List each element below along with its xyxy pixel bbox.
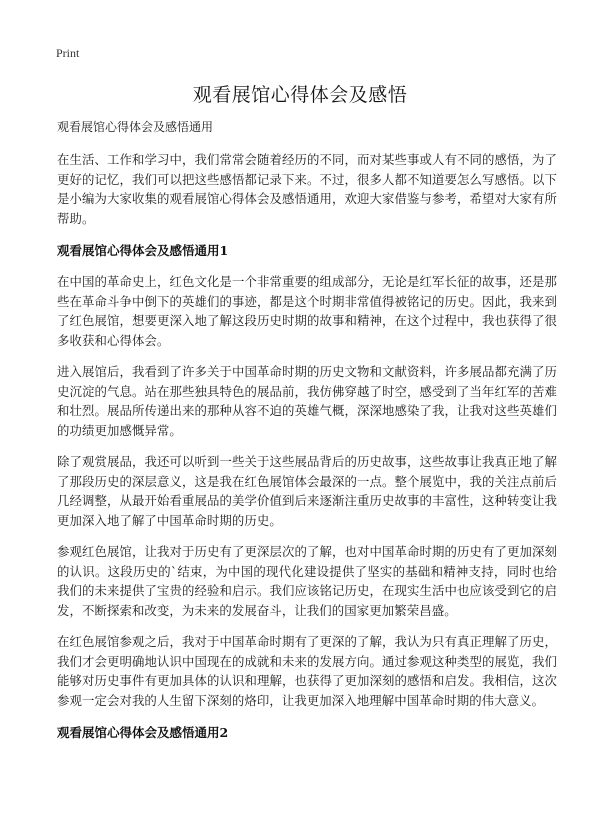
page-title: 观看展馆心得体会及感悟	[192, 84, 408, 106]
section-1-paragraph-1: 在中国的革命史上，红色文化是一个非常重要的组成部分，无论是红军长征的故事，还是那些在革命斗争中倒下的英雄们的事迹，都是这个时期非常值得被铭记的历史。因此，我来到了红色展馆，想要更深入地了解这段历史时期的故事和精神，在这个过程中，我也获得了很多收获和心得体会。	[57, 274, 557, 348]
section-1-paragraph-5: 在红色展馆参观之后，我对于中国革命时期有了更深的了解，我认为只有真正理解了历史，我们才会更明确地认识中国现在的成就和未来的发展方向。通过参观这种类型的展览，我们能够对历史事件有更加具体的认识和理解，也获得了更加深刻的感悟和启发。我相信，这次参观一定会对我的人生留下深刻的烙印，让我更加深入地理解中国革命时期的伟大意义。	[57, 634, 557, 708]
section-heading-2: 观看展馆心得体会及感悟通用2	[57, 725, 229, 740]
section-1-paragraph-4: 参观红色展馆，让我对于历史有了更深层次的了解，也对中国革命时期的历史有了更加深刻的认识。这段历史的`结束，为中国的现代化建设提供了坚实的基础和精神支持，同时也给我们的未来提供了宝贵的经验和启示。我们应该铭记历史，在现实生活中也应该受到它的启发，不断探索和改变，为未来的发展奋斗，让我们的国家更加繁荣昌盛。	[57, 544, 557, 618]
print-link[interactable]: Print	[56, 46, 80, 60]
article-body	[57, 118, 557, 754]
section-heading-1: 观看展馆心得体会及感悟通用1	[57, 243, 229, 258]
section-1-paragraph-3: 除了观赏展品，我还可以听到一些关于这些展品背后的历史故事，这些故事让我真正地了解了那段历史的深层意义，这是我在红色展馆体会最深的一点。整个展览中，我的关注点前后几经调整，从最开始看重展品的美学价值到后来逐渐注重历史故事的丰富性，这种转变让我更加深入地了解了中国革命时期的历史。	[57, 454, 557, 528]
section-1-paragraph-2: 进入展馆后，我看到了许多关于中国革命时期的历史文物和文献资料，许多展品都充满了历史沉淀的气息。站在那些独具特色的展品前，我仿佛穿越了时空，感受到了当年红军的苦难和壮烈。展品所传递出来的那种从容不迫的英雄气概，深深地感染了我，让我对这些英雄们的功绩更加感慨异常。	[57, 364, 557, 438]
article-subtitle: 观看展馆心得体会及感悟通用	[57, 120, 214, 134]
intro-paragraph: 在生活、工作和学习中，我们常常会随着经历的不同，而对某些事或人有不同的感悟，为了更好的记忆，我们可以把这些感悟都记录下来。不过，很多人都不知道要怎么写感悟。以下是小编为大家收集的观看展馆心得体会及感悟通用，欢迎大家借鉴与参考，希望对大家有所帮助。	[57, 152, 557, 226]
